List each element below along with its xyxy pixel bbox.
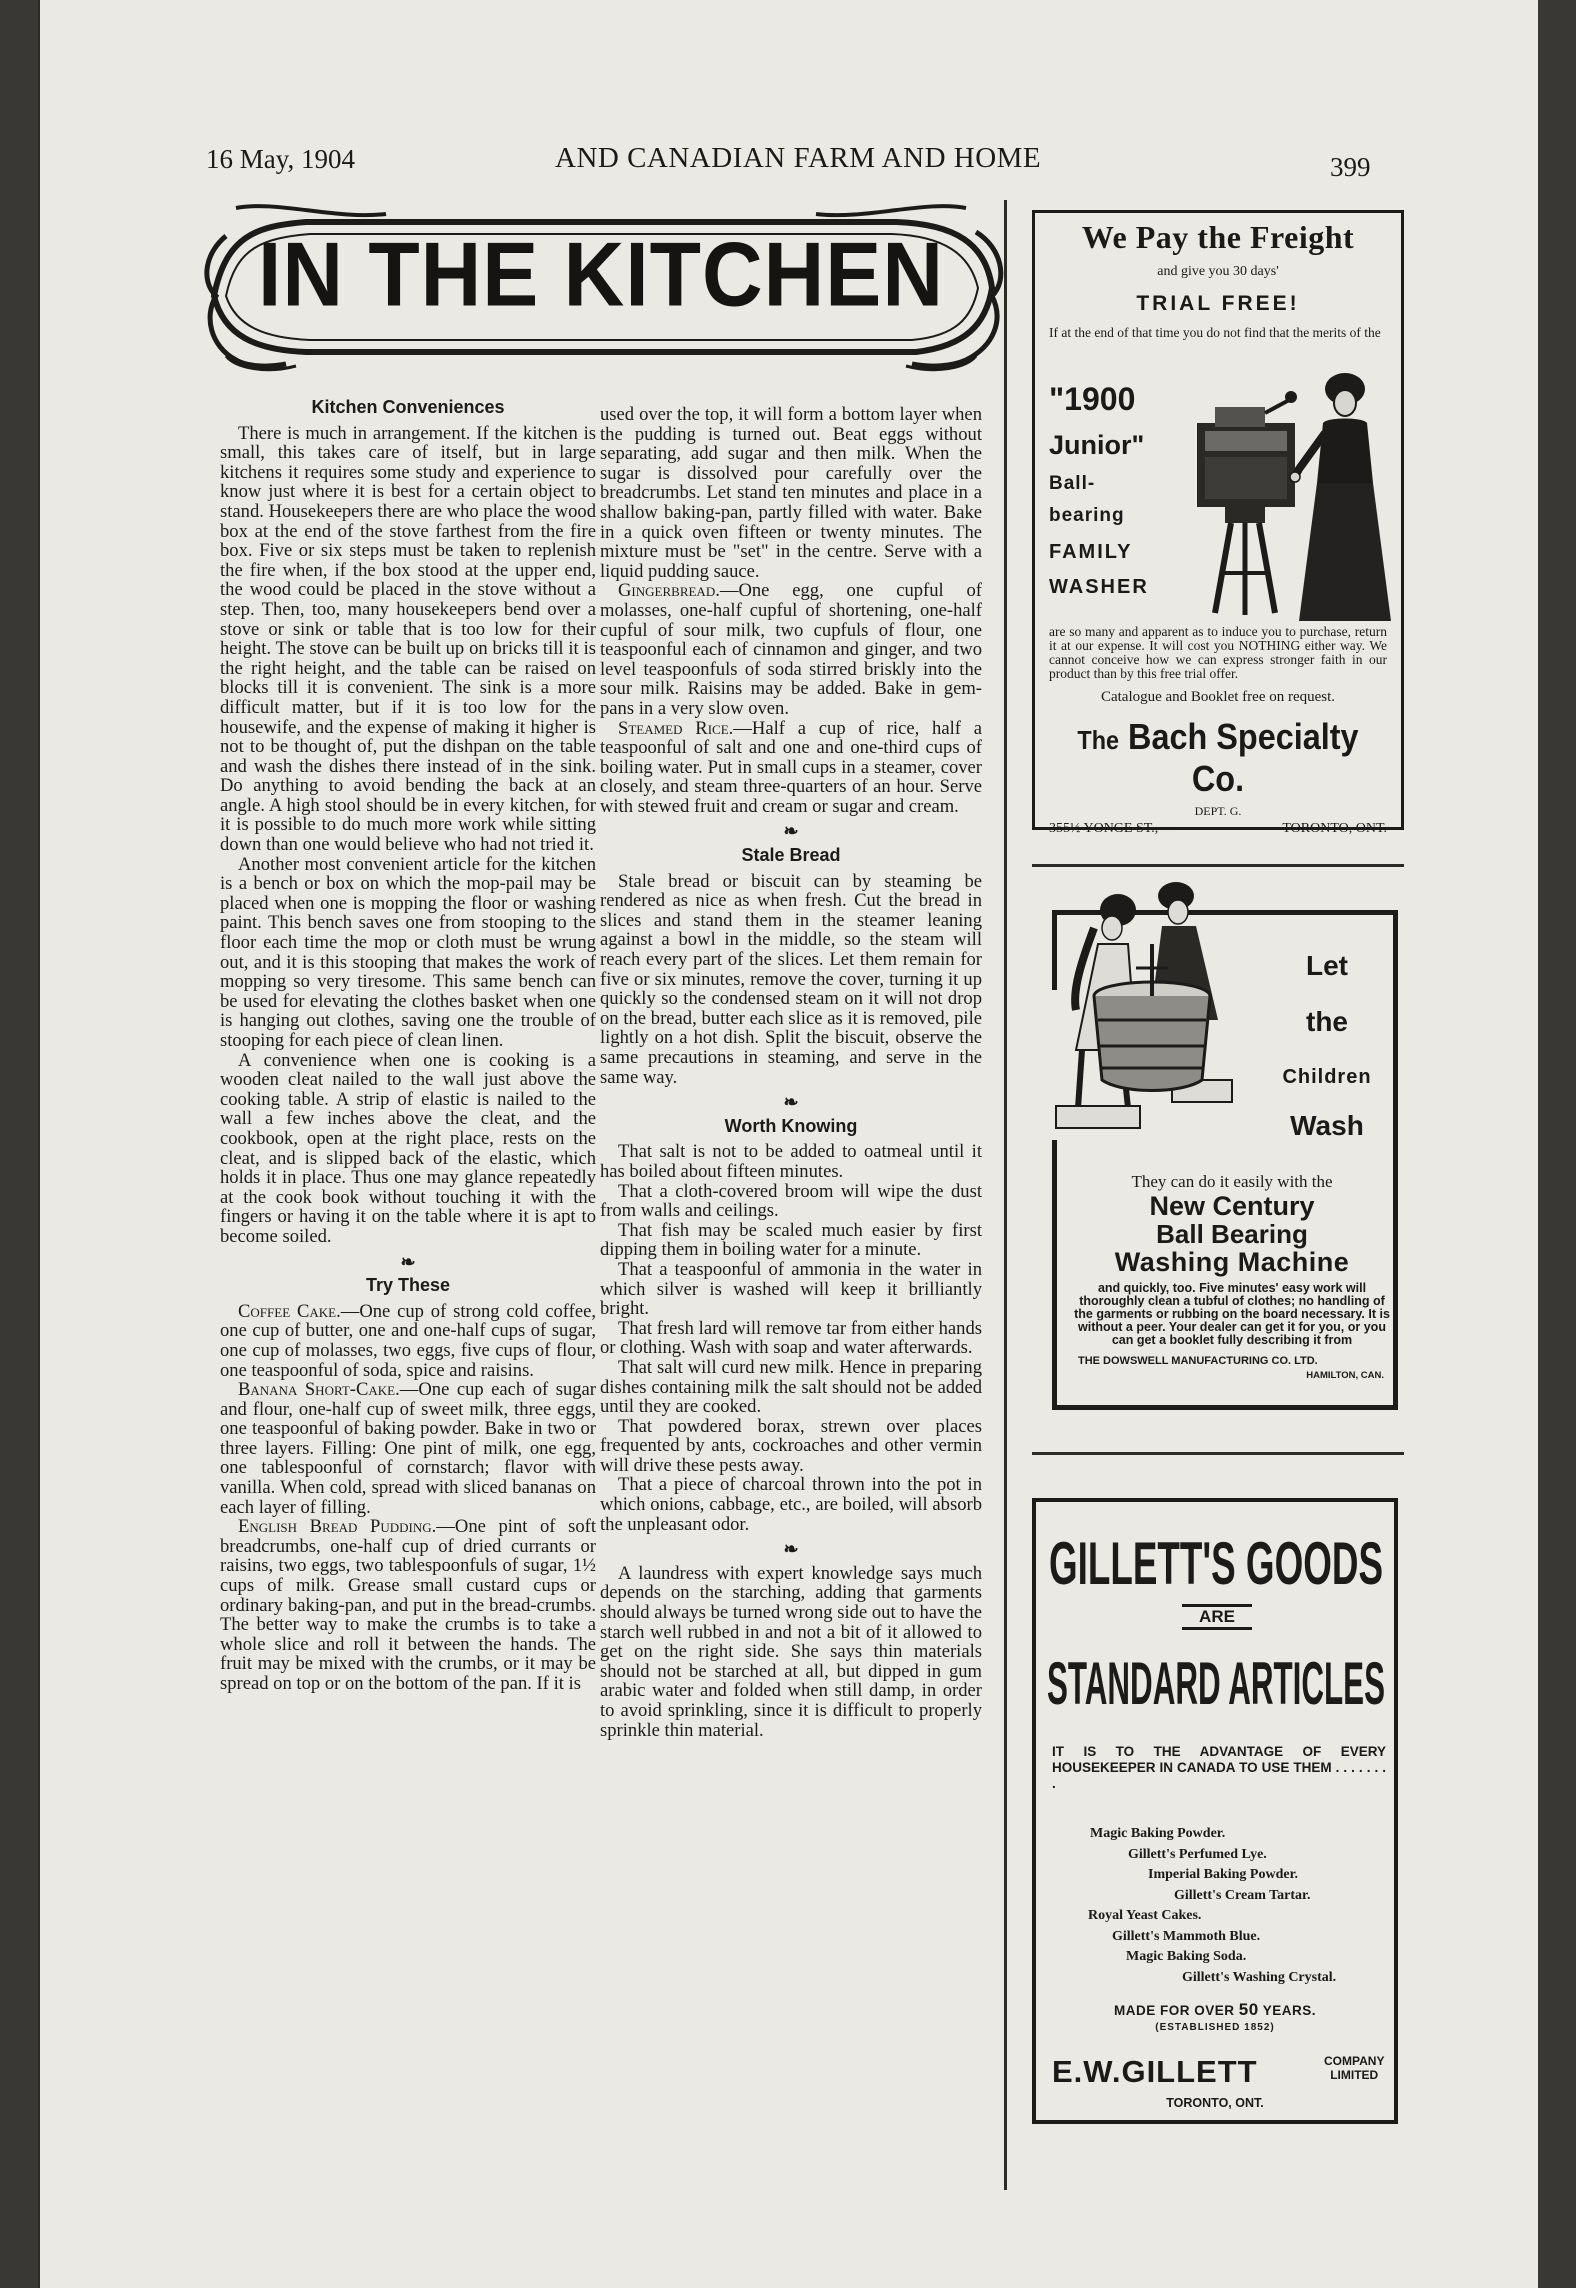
product-name: Ball Bearing — [1156, 1219, 1308, 1249]
ad-product-name — [1049, 381, 1149, 599]
section-banner — [196, 196, 1006, 376]
heading-worth-knowing: Worth Knowing — [724, 1115, 858, 1136]
paragraph: Another most convenient article for the kitchen is a bench or box on which the mop-pail may be placed when one is mopping the floor or washing paint. This bench saves one from stooping to the floor each time the mop or cloth must be wrung out, and it is this stooping that makes the work of mopping so very tiresome. This same bench can be used for elevating the clothes basket when one is hanging out clothes, saving one the trouble of stooping for each piece of clean linen. — [220, 853, 596, 1051]
company-tag: COMPANY — [1324, 2054, 1385, 2068]
recipe-banana-shortcake — [220, 1380, 596, 1517]
product-line: "1900 — [1049, 381, 1136, 417]
product-line: Ball- — [1049, 473, 1096, 494]
ad-maker: THE DOWSWELL MANUFACTURING CO. LTD. — [1078, 1355, 1318, 1367]
ad-text: and quickly, too. Five minutes' easy work will thoroughly clean a tubful of clothes; no handling of the garments or rubbing on the board necessary. It is without a peer. Your dealer can get it for you, or you can get a booklet fully describing it from — [1074, 1281, 1390, 1347]
company-tag: LIMITED — [1330, 2068, 1379, 2082]
ad-divider — [1032, 864, 1404, 867]
product-line: WASHER — [1049, 576, 1149, 598]
banner-title: IN THE KITCHEN — [258, 223, 944, 325]
ad-trial-free: TRIAL FREE! — [1136, 292, 1300, 315]
recipe-label: English Bread Pudding. — [238, 1516, 437, 1538]
list-item: Gillett's Perfumed Lye. — [1128, 1846, 1267, 1862]
recipe-bread-pudding — [220, 1517, 596, 1693]
product-list — [1076, 1824, 1376, 1988]
tip: That salt is not to be added to oatmeal until it has boiled about fifteen minutes. — [600, 1141, 982, 1182]
ad-body — [1072, 1172, 1392, 1381]
recipe-steamed-rice — [600, 719, 982, 817]
ad-slogan: Children — [1282, 1066, 1372, 1088]
tip: That a piece of charcoal thrown into the pot in which onions, cabbage, etc., are boiled, will absorb the unpleasant odor. — [600, 1474, 982, 1535]
product-line: FAMILY — [1049, 541, 1133, 563]
tip: That powdered borax, strewn over places frequented by ants, cockroaches and other vermin will drive these pests away. — [600, 1415, 982, 1476]
ad-gillett-goods — [1032, 1498, 1398, 2124]
recipe-text: —One cup each of sugar and flour, one-half cup of sweet milk, three eggs, one teaspoonful of baking powder. Bake in two or three layers. Filling: One pint of milk, one egg, one tablespoonful of cornstarch; flavor with vanilla. When cold, spread with sliced bananas on each layer of filling. — [220, 1379, 596, 1518]
ad-maker-city: HAMILTON, CAN. — [1306, 1370, 1384, 1381]
made-suffix: YEARS. — [1262, 2003, 1316, 2018]
tip: That fresh lard will remove tar from either hands or clothing. Wash with soap and water afterwards. — [600, 1317, 982, 1359]
ad-divider — [1032, 1452, 1404, 1455]
ad-established: (ESTABLISHED 1852) — [1155, 2022, 1275, 2033]
ornament-icon: ❧ — [400, 1251, 416, 1272]
issue-date: 16 May, 1904 — [206, 144, 355, 174]
ad-headline: We Pay the Freight — [1081, 219, 1355, 255]
gillett-title-icon — [1044, 1518, 1388, 1602]
made-prefix: MADE FOR OVER — [1114, 2003, 1235, 2018]
recipe-text: —Half a cup of rice, half a teaspoonful of salt and one and one-third cups of boiling water. Put in small cups in a steamer, cover closely, and steam three-quarters of an hour. Serve with stewed fruit and cream or sugar and cream. — [600, 717, 982, 817]
product-line: bearing — [1049, 505, 1125, 526]
recipe-coffee-cake — [220, 1302, 596, 1380]
product-name: Washing Machine — [1114, 1247, 1350, 1277]
standard-articles-icon — [1044, 1634, 1388, 1724]
tip: That a cloth-covered broom will wipe the dust from walls and ceilings. — [600, 1180, 982, 1222]
made-years: 50 — [1238, 2000, 1259, 2019]
company-prefix: The — [1077, 725, 1120, 755]
recipe-label: Coffee Cake. — [238, 1300, 341, 1322]
ad-company: E.W.GILLETT — [1052, 2054, 1258, 2089]
ornament-icon: ❧ — [783, 1539, 799, 1560]
ad-company-tag — [1324, 2054, 1384, 2082]
ad-city: TORONTO, ONT. — [1166, 2096, 1264, 2110]
article-column-1 — [220, 398, 596, 1694]
recipe-label: Banana Short-Cake. — [238, 1379, 400, 1401]
ad-slogan: the — [1306, 1006, 1348, 1037]
ad-title: GILLETT'S GOODS — [1049, 1530, 1383, 1597]
ornament-icon: ❧ — [783, 1092, 799, 1113]
children-washing-illustration-icon — [1032, 870, 1272, 1170]
recipe-text: —One cup of strong cold coffee, one cup of butter, one and one-half cups of sugar, one cup of molasses, two eggs, five cups of flour, one teaspoonful of soda, spice and raisins. — [220, 1300, 596, 1381]
page-number: 399 — [1330, 152, 1371, 182]
company-name: Bach Specialty Co. — [1128, 716, 1359, 799]
paragraph: used over the top, it will form a bottom layer when the pudding is turned out. Beat eggs without separating, add sugar and then milk. When the sugar is dissolved pour carefully over the breadcrumbs. Let stand ten minutes and place in a shallow baking-pan, partly filled with water. Bake in a quick oven fifteen or twenty minutes. The mixture must be "set" in the centre. Serve with a liquid pudding sauce. — [600, 404, 982, 582]
magazine-page — [38, 0, 1538, 2288]
paragraph: Stale bread or biscuit can by steaming be rendered as nice as when fresh. Cut the bread in slices and stand them in the steamer leaning against a bowl in the middle, so the steam will reach every part of the slices. Let them remain for five or six minutes, remove the cover, turning it up quickly so the condensed steam on it will not drop on the bread, butter each slice as it is removed, pile lightly on a hot dish. Split the biscuit, observe the same precautions in steaming, and serve in the same way. — [600, 870, 982, 1088]
column-divider — [1004, 200, 1007, 2190]
ad-text: are so many and apparent as to induce you to purchase, return it at our expense. It will cost you NOTHING either way. We cannot conceive how we can express stronger faith in our product than by this free trial offer. — [1049, 624, 1387, 681]
ad-are: ARE — [1182, 1604, 1252, 1630]
list-item: Imperial Baking Powder. — [1148, 1867, 1298, 1882]
list-item: Gillett's Mammoth Blue. — [1112, 1928, 1261, 1944]
ad-made-for — [1036, 2000, 1394, 2020]
paragraph: A laundress with expert knowledge says much depends on the starching, adding that garments should always be turned wrong side out to have the starch well rubbed in and not a bit of it allowed to get on the right side. She says thin materials should not be starched at all, but dipped in gum arabic water and folded when still damp, in order to avoid sprinkling, since it is difficult to properly sprinkle thin material. — [600, 1562, 982, 1741]
woman-washer-illustration-icon — [1195, 373, 1395, 623]
recipe-gingerbread — [600, 581, 982, 718]
ad-text: They can do it easily with the — [1131, 1172, 1333, 1191]
list-item: Gillett's Cream Tartar. — [1174, 1887, 1311, 1903]
ad-company — [1053, 716, 1382, 800]
address-city: TORONTO, ONT. — [1282, 821, 1387, 836]
ad-bach-washer — [1032, 210, 1404, 836]
ad-subline: and give you 30 days' — [1157, 264, 1279, 279]
tip: That salt will curd new milk. Hence in preparing dishes containing milk the salt should not be added until they are cooked. — [600, 1356, 982, 1418]
ornament-icon: ❧ — [783, 821, 799, 842]
tip: That a teaspoonful of ammonia in the water in which silver is washed will keep it brilliantly bright. — [600, 1258, 982, 1320]
list-item: Magic Baking Soda. — [1126, 1949, 1247, 1964]
heading-try-these: Try These — [365, 1275, 451, 1296]
address-street: 355½ YONGE ST., - - — [1049, 821, 1175, 836]
ad-slogan: Wash — [1290, 1110, 1364, 1141]
ad-address — [1035, 821, 1401, 837]
ad-catalogue: Catalogue and Booklet free on request. — [1100, 689, 1336, 705]
heading-kitchen-conveniences: Kitchen Conveniences — [311, 397, 505, 417]
recipe-text: —One egg, one cupful of molasses, one-half cupful of shortening, one-half cupful of sour milk, two cupfuls of flour, one teaspoonful each of cinnamon and ginger, and two level teaspoonfuls of soda stirred briskly into the sour milk. Raisins may be added. Bake in gem-pans in a very slow oven. — [600, 580, 982, 719]
ad-standard: STANDARD ARTICLES — [1047, 1650, 1385, 1717]
tip: That fish may be scaled much easier by first dipping them in boiling water for a minute. — [600, 1219, 982, 1261]
running-header — [40, 144, 1540, 184]
recipe-text: —One pint of soft breadcrumbs, one-half cup of dried currants or raisins, two eggs, two tablespoonfuls of sugar, 1½ cups of milk. Grease small custard cups or ordinary baking-pan, and put in the bread-crumbs. The better way to make the crumbs is to take a whole slice and roll it between the hands. The fruit may be mixed with the crumbs, or it may be spread on top or on the bottom of the pan. If it is — [220, 1516, 596, 1694]
ad-new-century-washer — [1032, 870, 1404, 1430]
ad-dept: DEPT. G. — [1194, 804, 1242, 818]
product-name: New Century — [1149, 1191, 1315, 1221]
paragraph: A convenience when one is cooking is a wooden cleat nailed to the wall just above the cooking table. A strip of elastic is nailed to the wall a few inches above the cleat, and the cookbook, open at the right place, rests on the cleat, and is slipped back of the elastic, which holds it in place. Thus one may glance repeatedly at the cook book without touching it with the fingers or having it on the table where it is apt to become soiled. — [220, 1049, 596, 1247]
heading-stale-bread: Stale Bread — [741, 845, 841, 866]
recipe-label: Steamed Rice. — [618, 717, 734, 739]
article-column-2 — [600, 405, 982, 1740]
list-item: Royal Yeast Cakes. — [1088, 1908, 1202, 1923]
product-line: Junior" — [1049, 430, 1145, 460]
recipe-label: Gingerbread. — [618, 580, 720, 602]
ad-lower — [1035, 625, 1401, 837]
ad-text: If at the end of that time you do not find that the merits of the — [1049, 325, 1381, 340]
ad-slogan: Let — [1306, 950, 1348, 981]
paragraph: There is much in arrangement. If the kitchen is small, this takes care of itself, but in large kitchens it requires some study and experience to know just where it is best for a certain object to stand. Housekeepers there are who place the wood box at the end of the stove farthest from the fire box. Five or six steps must be taken to replenish the fire when, if the box stood at the upper end, the wood could be placed in the stove without a step. Then, too, many housekeepers bend over a stove or sink or table that is too low for their height. The stove can be built up on bricks till it is the right height, and the table can be raised on blocks till it is convenient. The sink is a more difficult matter, but if it is too low for the housewife, and the expense of making it higher is not to be thought of, put the dishpan on the table and wash the dishes there instead of in the sink. Do anything to avoid bending the back at an angle. A high stool should be in every kitchen, for it is possible to do much more work while sitting down than one would believe who had not tried it. — [220, 422, 596, 856]
list-item: Magic Baking Powder. — [1090, 1826, 1226, 1841]
publication-title: AND CANADIAN FARM AND HOME — [555, 142, 1042, 174]
ad-text: IT IS TO THE ADVANTAGE OF EVERY HOUSEKEEPER IN CANADA TO USE THEM . . . . . . . . — [1052, 1744, 1386, 1791]
list-item: Gillett's Washing Crystal. — [1182, 1969, 1337, 1985]
